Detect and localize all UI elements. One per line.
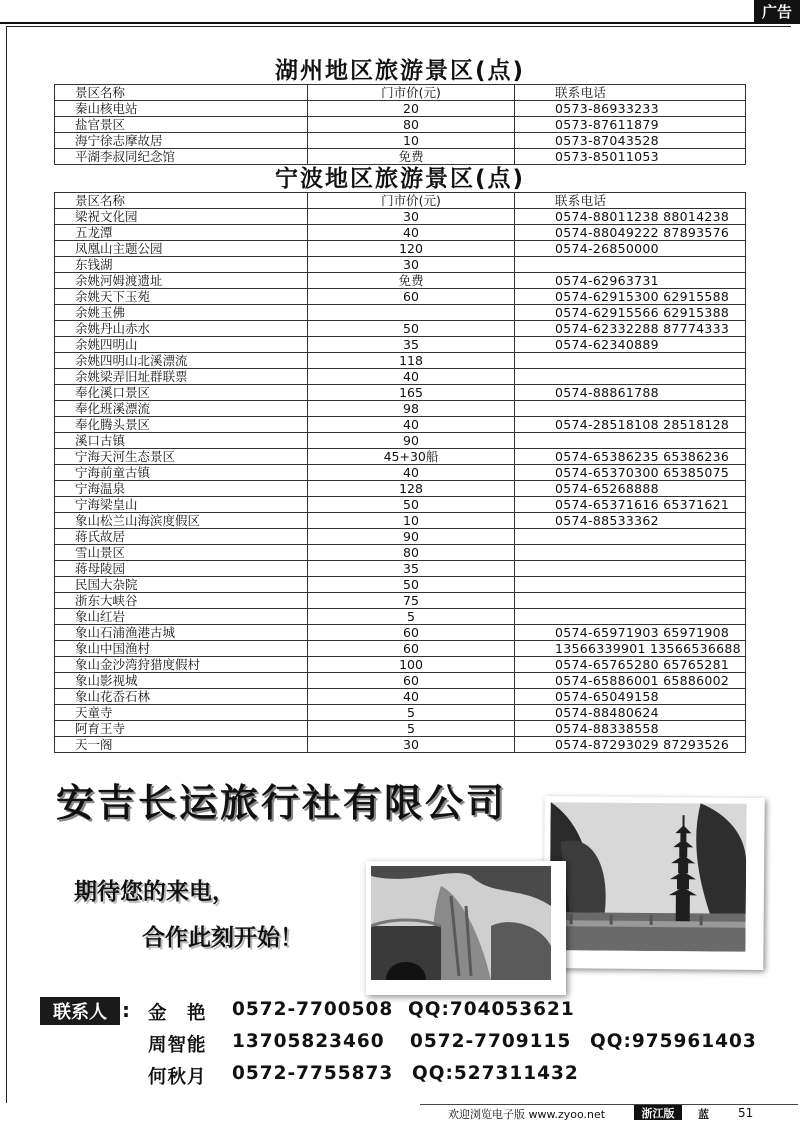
- table-row: [55, 561, 746, 577]
- contact-2-qq: QQ:975961403: [590, 1031, 757, 1052]
- price-cell: 40: [308, 225, 515, 241]
- phone-cell: 0574-65765280 65765281: [515, 657, 746, 673]
- phone-cell: 13566339901 13566536688: [515, 641, 746, 657]
- price-cell: 80: [308, 545, 515, 561]
- footer-rule: [420, 1104, 798, 1105]
- price-cell: 80: [308, 117, 515, 133]
- bridge-photo: [366, 861, 566, 995]
- table-row: [55, 721, 746, 737]
- price-cell: 165: [308, 385, 515, 401]
- spot-name-cell: 象山金沙湾狩猎度假村: [55, 657, 308, 673]
- price-cell: 50: [308, 321, 515, 337]
- spot-name-cell: 盐官景区: [55, 117, 308, 133]
- spot-name-cell: 余姚四明山北溪漂流: [55, 353, 308, 369]
- spot-name-cell: 蒋氏故居: [55, 529, 308, 545]
- phone-cell: [515, 529, 746, 545]
- spot-name-cell: 象山影视城: [55, 673, 308, 689]
- price-cell: 40: [308, 369, 515, 385]
- price-cell: 30: [308, 737, 515, 753]
- color-word: 蓝: [698, 1108, 709, 1121]
- spot-name-cell: 宁海梁皇山: [55, 497, 308, 513]
- price-cell: 60: [308, 289, 515, 305]
- table-row: [55, 241, 746, 257]
- table-row: [55, 545, 746, 561]
- spot-name-cell: 象山中国渔村: [55, 641, 308, 657]
- phone-cell: 0573-86933233: [515, 101, 746, 117]
- price-cell: 5: [308, 721, 515, 737]
- spot-name-cell: 余姚玉佛: [55, 305, 308, 321]
- table-row: [55, 465, 746, 481]
- table-row: [55, 101, 746, 117]
- company-name: 安吉长运旅行社有限公司: [56, 781, 508, 825]
- price-cell: 30: [308, 257, 515, 273]
- price-cell: 40: [308, 465, 515, 481]
- column-header: 门市价(元): [308, 193, 515, 209]
- price-cell: 免费: [308, 149, 515, 165]
- table-row: [55, 449, 746, 465]
- contact-2-name: 周智能: [148, 1035, 207, 1056]
- spot-name-cell: 象山红岩: [55, 609, 308, 625]
- phone-cell: 0574-65371616 65371621: [515, 497, 746, 513]
- contact-2-mobile: 13705823460: [232, 1031, 385, 1052]
- table-row: [55, 133, 746, 149]
- spot-name-cell: 象山石浦渔港古城: [55, 625, 308, 641]
- ad-tag: 广告: [754, 0, 800, 22]
- phone-cell: 0574-65971903 65971908: [515, 625, 746, 641]
- spot-name-cell: 奉化班溪漂流: [55, 401, 308, 417]
- contact-3-phone: 0572-7755873: [232, 1063, 394, 1084]
- spot-name-cell: 象山花岙石林: [55, 689, 308, 705]
- huzhou-table: [54, 84, 746, 165]
- price-cell: 60: [308, 641, 515, 657]
- column-header: 景区名称: [55, 193, 308, 209]
- price-cell: 10: [308, 133, 515, 149]
- price-cell: [308, 305, 515, 321]
- price-cell: 10: [308, 513, 515, 529]
- phone-cell: [515, 353, 746, 369]
- phone-cell: 0574-65386235 65386236: [515, 449, 746, 465]
- price-cell: 75: [308, 593, 515, 609]
- price-cell: 100: [308, 657, 515, 673]
- spot-name-cell: 余姚梁弄旧址群联票: [55, 369, 308, 385]
- top-rule: [0, 22, 800, 24]
- spot-name-cell: 梁祝文化园: [55, 209, 308, 225]
- phone-cell: 0574-62915300 62915588: [515, 289, 746, 305]
- price-cell: 40: [308, 689, 515, 705]
- table-row: [55, 353, 746, 369]
- phone-cell: 0574-88533362: [515, 513, 746, 529]
- column-header: 联系电话: [515, 85, 746, 101]
- table-row: [55, 641, 746, 657]
- spot-name-cell: 象山松兰山海滨度假区: [55, 513, 308, 529]
- table-row: [55, 209, 746, 225]
- contact-1-phone: 0572-7700508: [232, 999, 394, 1020]
- phone-cell: 0574-88861788: [515, 385, 746, 401]
- table-row: [55, 369, 746, 385]
- spot-name-cell: 东钱湖: [55, 257, 308, 273]
- price-cell: 128: [308, 481, 515, 497]
- spot-name-cell: 溪口古镇: [55, 433, 308, 449]
- table-row: [55, 593, 746, 609]
- phone-cell: [515, 401, 746, 417]
- table-row: [55, 737, 746, 753]
- phone-cell: [515, 561, 746, 577]
- phone-cell: 0573-85011053: [515, 149, 746, 165]
- table-row: [55, 673, 746, 689]
- table-row: [55, 385, 746, 401]
- edition-badge: 浙江版: [634, 1105, 682, 1120]
- phone-cell: 0574-62340889: [515, 337, 746, 353]
- spot-name-cell: 余姚丹山赤水: [55, 321, 308, 337]
- table-row: [55, 513, 746, 529]
- contact-1-name: 金 艳: [148, 1003, 207, 1024]
- bridge-photo-image: [371, 866, 551, 980]
- phone-cell: 0574-88011238 88014238: [515, 209, 746, 225]
- column-header: 门市价(元): [308, 85, 515, 101]
- pagoda-photo-image: [549, 802, 746, 952]
- spot-name-cell: 秦山核电站: [55, 101, 308, 117]
- contact-1-qq: QQ:704053621: [408, 999, 575, 1020]
- phone-cell: [515, 433, 746, 449]
- table-row: [55, 609, 746, 625]
- contact-3-name: 何秋月: [148, 1067, 207, 1088]
- column-header: 联系电话: [515, 193, 746, 209]
- page-number: 51: [738, 1106, 754, 1120]
- contact-colon: :: [122, 998, 130, 1022]
- spot-name-cell: 天童寺: [55, 705, 308, 721]
- huzhou-title: 湖州地区旅游景区(点): [274, 58, 526, 84]
- spot-name-cell: 凤凰山主题公园: [55, 241, 308, 257]
- table-row: [55, 529, 746, 545]
- phone-cell: 0574-65370300 65385075: [515, 465, 746, 481]
- spot-name-cell: 蒋母陵园: [55, 561, 308, 577]
- phone-cell: 0573-87043528: [515, 133, 746, 149]
- ningbo-table: [54, 192, 746, 753]
- price-cell: 40: [308, 417, 515, 433]
- spot-name-cell: 宁海温泉: [55, 481, 308, 497]
- phone-cell: 0573-87611879: [515, 117, 746, 133]
- table-header-row: [55, 85, 746, 101]
- spot-name-cell: 浙东大峡谷: [55, 593, 308, 609]
- phone-cell: 0574-87293029 87293526: [515, 737, 746, 753]
- spot-name-cell: 五龙潭: [55, 225, 308, 241]
- price-cell: 35: [308, 337, 515, 353]
- footer-text: 欢迎浏览电子版 www.zyoo.net: [448, 1108, 606, 1121]
- spot-name-cell: 海宁徐志摩故居: [55, 133, 308, 149]
- spot-name-cell: 余姚河姆渡遗址: [55, 273, 308, 289]
- spot-name-cell: 余姚四明山: [55, 337, 308, 353]
- slogan-line-2: 合作此刻开始！: [142, 925, 303, 951]
- price-cell: 50: [308, 497, 515, 513]
- phone-cell: [515, 257, 746, 273]
- table-row: [55, 257, 746, 273]
- contact-label: 联系人: [40, 997, 120, 1025]
- phone-cell: [515, 545, 746, 561]
- table-row: [55, 225, 746, 241]
- price-cell: 免费: [308, 273, 515, 289]
- phone-cell: 0574-65049158: [515, 689, 746, 705]
- spot-name-cell: 天一阁: [55, 737, 308, 753]
- table-row: [55, 289, 746, 305]
- spot-name-cell: 奉化溪口景区: [55, 385, 308, 401]
- table-row: [55, 305, 746, 321]
- table-row: [55, 577, 746, 593]
- table-row: [55, 321, 746, 337]
- spot-name-cell: 余姚天下玉苑: [55, 289, 308, 305]
- phone-cell: 0574-62963731: [515, 273, 746, 289]
- price-cell: 90: [308, 529, 515, 545]
- table-row: [55, 689, 746, 705]
- table-row: [55, 433, 746, 449]
- price-cell: 60: [308, 625, 515, 641]
- table-row: [55, 337, 746, 353]
- phone-cell: 0574-88338558: [515, 721, 746, 737]
- contact-3-qq: QQ:527311432: [412, 1063, 579, 1084]
- price-cell: 20: [308, 101, 515, 117]
- spot-name-cell: 雪山景区: [55, 545, 308, 561]
- table-row: [55, 497, 746, 513]
- spot-name-cell: 宁海天河生态景区: [55, 449, 308, 465]
- contact-2-phone: 0572-7709115: [410, 1031, 572, 1052]
- price-cell: 60: [308, 673, 515, 689]
- phone-cell: 0574-62915566 62915388: [515, 305, 746, 321]
- table-row: [55, 625, 746, 641]
- price-cell: 5: [308, 705, 515, 721]
- table-row: [55, 401, 746, 417]
- table-row: [55, 705, 746, 721]
- phone-cell: [515, 609, 746, 625]
- spot-name-cell: 阿育王寺: [55, 721, 308, 737]
- price-cell: 45+30船: [308, 449, 515, 465]
- phone-cell: 0574-88480624: [515, 705, 746, 721]
- price-cell: 5: [308, 609, 515, 625]
- phone-cell: [515, 369, 746, 385]
- table-row: [55, 273, 746, 289]
- phone-cell: 0574-88049222 87893576: [515, 225, 746, 241]
- phone-cell: 0574-26850000: [515, 241, 746, 257]
- spot-name-cell: 宁海前童古镇: [55, 465, 308, 481]
- phone-cell: 0574-65886001 65886002: [515, 673, 746, 689]
- price-cell: 30: [308, 209, 515, 225]
- pagoda-photo: [543, 796, 764, 970]
- table-row: [55, 657, 746, 673]
- price-cell: 90: [308, 433, 515, 449]
- price-cell: 120: [308, 241, 515, 257]
- price-cell: 118: [308, 353, 515, 369]
- table-row: [55, 117, 746, 133]
- price-cell: 50: [308, 577, 515, 593]
- spot-name-cell: 平湖李叔同纪念馆: [55, 149, 308, 165]
- ningbo-title: 宁波地区旅游景区(点): [274, 166, 526, 192]
- phone-cell: [515, 593, 746, 609]
- table-row: [55, 481, 746, 497]
- spot-name-cell: 奉化腾头景区: [55, 417, 308, 433]
- table-row: [55, 417, 746, 433]
- price-cell: 98: [308, 401, 515, 417]
- phone-cell: [515, 577, 746, 593]
- price-cell: 35: [308, 561, 515, 577]
- spot-name-cell: 民国大杂院: [55, 577, 308, 593]
- phone-cell: 0574-28518108 28518128: [515, 417, 746, 433]
- table-header-row: [55, 193, 746, 209]
- slogan-line-1: 期待您的来电，: [74, 879, 235, 905]
- phone-cell: 0574-62332288 87774333: [515, 321, 746, 337]
- column-header: 景区名称: [55, 85, 308, 101]
- phone-cell: 0574-65268888: [515, 481, 746, 497]
